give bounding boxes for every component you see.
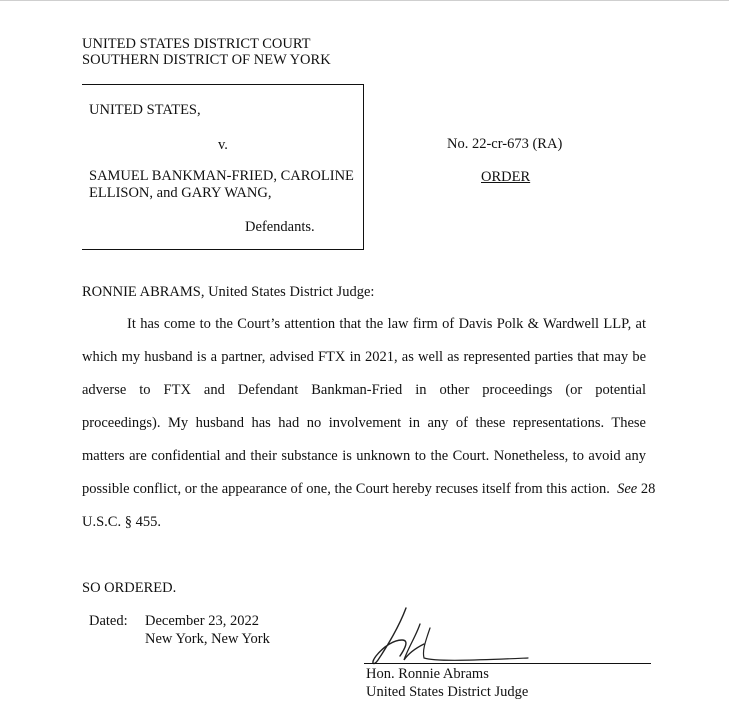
judge-heading: RONNIE ABRAMS, United States District Judge: bbox=[82, 284, 375, 300]
defendants-line-1: SAMUEL BANKMAN-FRIED, CAROLINE bbox=[89, 168, 354, 184]
page-top-border bbox=[0, 0, 729, 1]
signer-title: United States District Judge bbox=[366, 684, 529, 700]
body-line: which my husband is a partner, advised FTX in 2021, as well as represented parties that may be bbox=[82, 349, 646, 365]
body-line: It has come to the Court’s attention that the law firm of Davis Polk & Wardwell LLP, at bbox=[127, 316, 646, 332]
so-ordered: SO ORDERED. bbox=[82, 580, 177, 596]
document-title: ORDER bbox=[481, 169, 531, 185]
body-line: adverse to FTX and Defendant Bankman-Fried in other proceedings (or potential bbox=[82, 382, 646, 398]
signer-name: Hon. Ronnie Abrams bbox=[366, 666, 489, 682]
defendants-line-2: ELLISON, and GARY WANG, bbox=[89, 185, 272, 201]
versus: v. bbox=[218, 137, 228, 153]
signature-image bbox=[360, 602, 540, 672]
body-line: proceedings). My husband has had no involvement in any of these representations. These bbox=[82, 415, 646, 431]
body-line: matters are confidential and their substance is unknown to the Court. Nonetheless, to avoid any bbox=[82, 448, 646, 464]
citation-signal: See bbox=[617, 481, 638, 497]
court-district: SOUTHERN DISTRICT OF NEW YORK bbox=[82, 52, 331, 68]
citation-line: U.S.C. § 455. bbox=[82, 514, 161, 530]
dated-place: New York, New York bbox=[145, 631, 270, 647]
body-line: possible conflict, or the appearance of one, the Court hereby recuses itself from this action. bbox=[82, 481, 610, 497]
body-line-with-citation bbox=[82, 481, 656, 498]
dated-date: December 23, 2022 bbox=[145, 613, 259, 629]
signature-line bbox=[364, 663, 651, 664]
court-name: UNITED STATES DISTRICT COURT bbox=[82, 36, 311, 52]
citation-title: 28 bbox=[640, 481, 656, 497]
plaintiff: UNITED STATES, bbox=[89, 102, 201, 118]
defendants-label: Defendants. bbox=[245, 219, 315, 235]
dated-label: Dated: bbox=[89, 613, 128, 629]
case-number: No. 22-cr-673 (RA) bbox=[447, 136, 563, 152]
